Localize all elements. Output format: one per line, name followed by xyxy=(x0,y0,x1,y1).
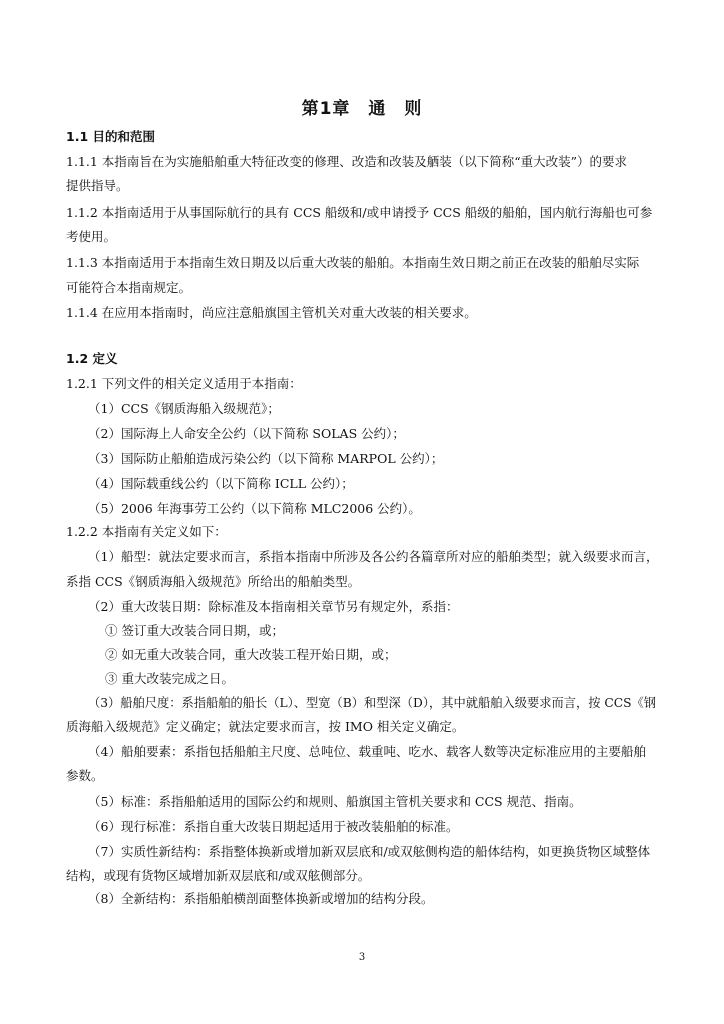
clause-1-2-2: 1.2.2 本指南有关定义如下： xyxy=(66,524,227,539)
definition-2-item-1: ① 签订重大改装合同日期，或； xyxy=(105,623,284,638)
clause-1-1-3-line2: 可能符合本指南规定。 xyxy=(66,280,192,295)
list-item-4: （4）国际载重线公约（以下简称 ICLL 公约）； xyxy=(88,476,354,491)
definition-2: （2）重大改装日期：除标准及本指南相关章节另有规定外，系指： xyxy=(88,599,459,614)
section-heading-1-1: 1.1 目的和范围 xyxy=(66,129,155,144)
clause-1-1-2-line2: 考使用。 xyxy=(66,229,117,244)
definition-1-line2: 系指 CCS《钢质海船入级规范》所给出的船舶类型。 xyxy=(66,574,361,589)
list-item-5: （5）2006 年海事劳工公约（以下简称 MLC2006 公约）。 xyxy=(88,501,421,516)
definition-2-item-2: ② 如无重大改装合同，重大改装工程开始日期，或； xyxy=(105,647,397,662)
definition-2-item-3: ③ 重大改装完成之日。 xyxy=(105,671,234,686)
definition-1-line1: （1）船型：就法定要求而言，系指本指南中所涉及各公约各篇章所对应的船舶类型；就入级要求而言， xyxy=(88,549,659,564)
definition-4-line2: 参数。 xyxy=(66,768,104,783)
list-item-3: （3）国际防止船舶造成污染公约（以下简称 MARPOL 公约）； xyxy=(88,451,444,466)
section-heading-1-2: 1.2 定义 xyxy=(66,351,118,366)
list-item-2: （2）国际海上人命安全公约（以下简称 SOLAS 公约）； xyxy=(88,426,405,441)
definition-3-line1: （3）船舶尺度：系指船舶的船长（L）、型宽（B）和型深（D），其中就船舶入级要求而言，按 CCS《钢 xyxy=(88,696,657,710)
clause-1-1-2-line1: 1.1.2 本指南适用于从事国际航行的具有 CCS 船级和/或申请授予 CCS 船级的船舶，国内航行海船也可参 xyxy=(66,205,653,220)
clause-1-1-1-line1: 1.1.1 本指南旨在为实施船舶重大特征改变的修理、改造和改装及舾装（以下简称“重大改装”）的要求 xyxy=(66,154,628,169)
definition-3-line2: 质海船入级规范》定义确定；就法定要求而言，按 IMO 相关定义确定。 xyxy=(66,719,465,734)
chapter-title: 第1章 通 则 xyxy=(301,99,423,119)
definition-6: （6）现行标准：系指自重大改装日期起适用于被改装船舶的标准。 xyxy=(88,819,459,834)
clause-1-1-4: 1.1.4 在应用本指南时，尚应注意船旗国主管机关对重大改装的相关要求。 xyxy=(66,305,477,320)
clause-1-1-3-line1: 1.1.3 本指南适用于本指南生效日期及以后重大改装的船舶。本指南生效日期之前正在改装的船舶尽实际 xyxy=(66,255,640,270)
definition-4-line1: （4）船舶要素：系指包括船舶主尺度、总吨位、载重吨、吃水、载客人数等决定标准应用的主要船舶 xyxy=(88,744,646,759)
definition-7-line1: （7）实质性新结构：系指整体换新或增加新双层底和/或双舷侧构造的船体结构，如更换货物区域整体 xyxy=(88,844,651,859)
page-number: 3 xyxy=(358,952,366,963)
definition-5: （5）标准：系指船舶适用的国际公约和规则、船旗国主管机关要求和 CCS 规范、指南。 xyxy=(88,794,582,809)
list-item-1: （1）CCS《钢质海船入级规范》； xyxy=(88,401,280,416)
definition-8: （8）全新结构：系指船舶横剖面整体换新或增加的结构分段。 xyxy=(88,891,434,906)
clause-1-1-1-line2: 提供指导。 xyxy=(66,178,129,193)
definition-7-line2: 结构，或现有货物区域增加新双层底和/或双舷侧部分。 xyxy=(66,868,371,883)
clause-1-2-1: 1.2.1 下列文件的相关定义适用于本指南： xyxy=(66,376,302,391)
